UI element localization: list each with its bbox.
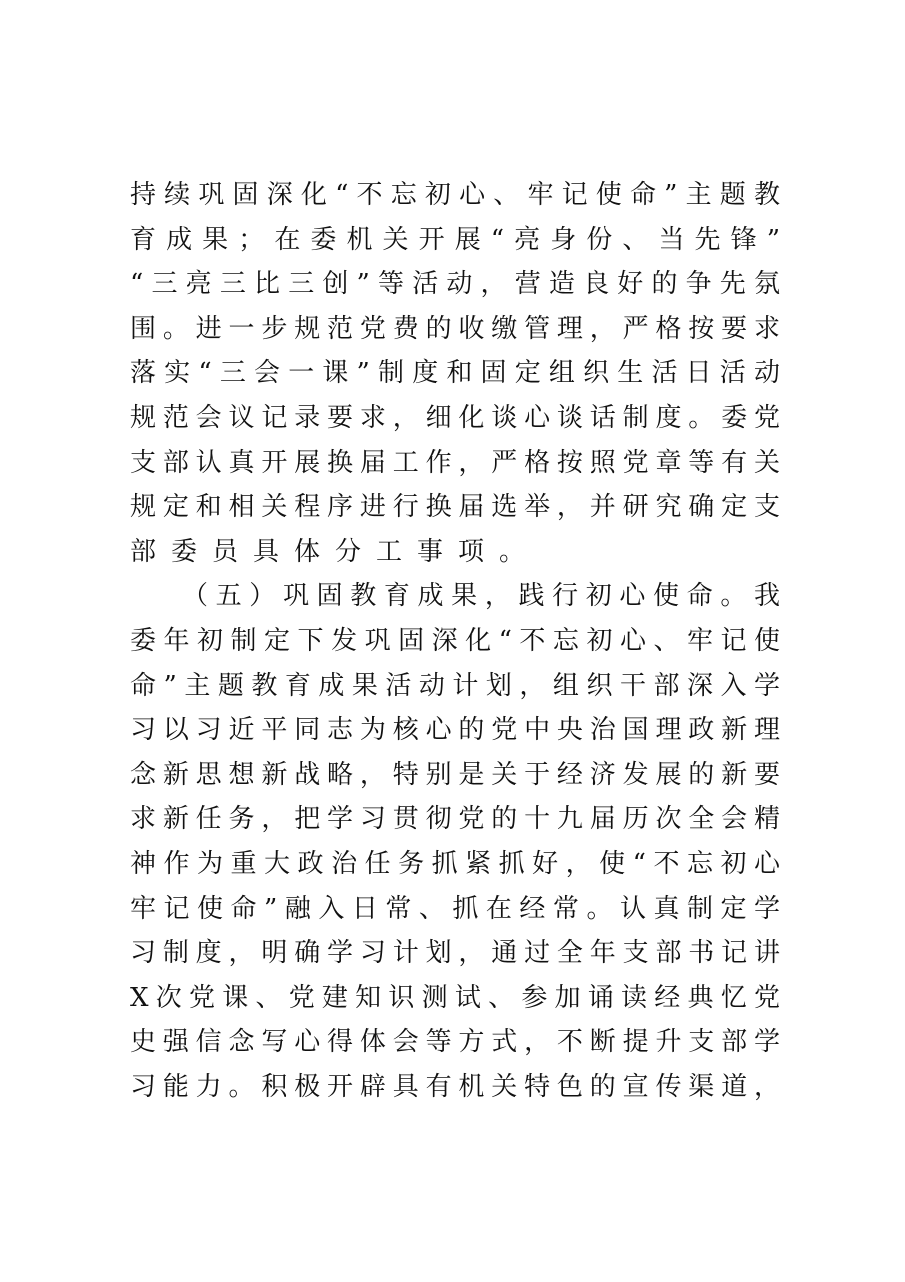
text-line: 落实“三会一课”制度和固定组织生活日活动 — [130, 358, 780, 389]
body-text — [130, 173, 780, 1109]
text-line: 育成果；在委机关开展“亮身份、当先锋” — [130, 224, 780, 255]
text-line: 习制度，明确学习计划，通过全年支部书记讲 — [130, 938, 780, 969]
text-line: “三亮三比三创”等活动，营造良好的争先氛 — [130, 269, 780, 300]
text-line: 史强信念写心得体会等方式，不断提升支部学 — [130, 1027, 780, 1058]
text-line: 支部认真开展换届工作，严格按照党章等有关 — [130, 447, 780, 478]
text-line: 规范会议记录要求，细化谈心谈话制度。委党 — [130, 402, 780, 433]
text-line: 部委员具体分工事项。 — [130, 536, 541, 567]
text-line: 习能力。积极开辟具有机关特色的宣传渠道， — [130, 1071, 780, 1102]
text-line: 念新思想新战略，特别是关于经济发展的新要 — [130, 759, 780, 790]
text-line: 习以习近平同志为核心的党中央治国理政新理 — [130, 715, 780, 746]
text-line: 规定和相关程序进行换届选举，并研究确定支 — [130, 492, 780, 523]
text-line: 神作为重大政治任务抓紧抓好，使“不忘初心 — [130, 848, 780, 879]
text-line: 命”主题教育成果活动计划，组织干部深入学 — [130, 670, 780, 701]
section-heading-line: （五）巩固教育成果，践行初心使命。我 — [182, 581, 780, 612]
text-line: 围。进一步规范党费的收缴管理，严格按要求 — [130, 313, 780, 344]
text-line: 持续巩固深化“不忘初心、牢记使命”主题教 — [130, 180, 780, 210]
text-line: 委年初制定下发巩固深化“不忘初心、牢记使 — [130, 625, 780, 656]
text-line: 求新任务，把学习贯彻党的十九届历次全会精 — [130, 804, 780, 835]
text-line: X次党课、党建知识测试、参加诵读经典忆党 — [130, 982, 780, 1013]
text-line: 牢记使命”融入日常、抓在经常。认真制定学 — [130, 893, 780, 924]
